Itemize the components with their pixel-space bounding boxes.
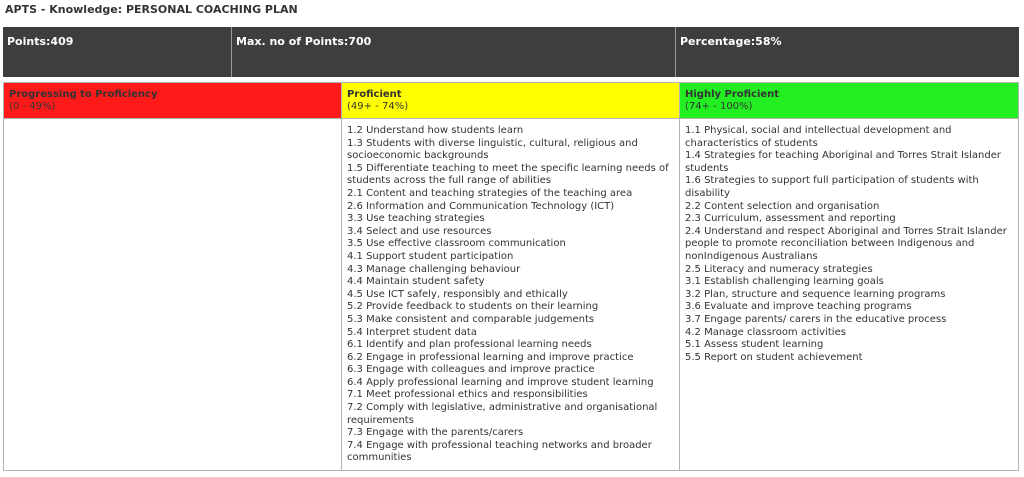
standard-item: 3.2 Plan, structure and sequence learning programs — [685, 288, 946, 300]
standard-item: 5.2 Provide feedback to students on their learning — [347, 301, 599, 313]
standard-item: 2.1 Content and teaching strategies of the teaching area — [347, 187, 633, 199]
highly-proficient-items-column — [680, 119, 1018, 470]
standard-item: 7.2 Comply with legislative, administrative and organisational requirements — [347, 402, 658, 426]
standard-item: 1.4 Strategies for teaching Aboriginal and Torres Strait Islander students — [685, 150, 1001, 174]
standard-item: 3.3 Use teaching strategies — [347, 213, 485, 225]
proficiency-levels-table — [3, 82, 1019, 471]
level-header-highly-proficient — [680, 83, 1018, 119]
level-header-progressing — [4, 83, 342, 119]
standard-item: 2.3 Curriculum, assessment and reporting — [685, 213, 896, 225]
points-cell: Points:409 — [3, 27, 232, 77]
standard-item: 3.5 Use effective classroom communication — [347, 238, 566, 250]
standard-item: 6.4 Apply professional learning and improve student learning — [347, 376, 654, 388]
proficient-items-column — [342, 119, 680, 470]
level-range: (49+ - 74%) — [347, 101, 409, 112]
standard-item: 7.1 Meet professional ethics and responsibilities — [347, 389, 588, 401]
standard-item: 4.3 Manage challenging behaviour — [347, 263, 521, 275]
standard-item: 7.4 Engage with professional teaching networks and broader communities — [347, 439, 652, 464]
max-points-cell: Max. no of Points:700 — [232, 27, 676, 77]
standard-item: 1.6 Strategies to support full participation of students with disability — [685, 175, 979, 199]
standard-item: 2.4 Understand and respect Aboriginal and Torres Strait Islander people to promote reconciliation between Indigenous and nonIndigenous Australians — [685, 225, 1007, 262]
standard-item: 5.1 Assess student learning — [685, 339, 824, 351]
standard-item: 6.1 Identify and plan professional learning needs — [347, 339, 592, 351]
standard-item: 6.3 Engage with colleagues and improve practice — [347, 364, 595, 376]
page-title: APTS - Knowledge: PERSONAL COACHING PLAN — [5, 3, 298, 16]
standard-item: 4.1 Support student participation — [347, 250, 514, 262]
standard-item: 3.4 Select and use resources — [347, 225, 492, 237]
standard-item: 3.6 Evaluate and improve teaching programs — [685, 301, 912, 313]
level-header-proficient — [342, 83, 680, 119]
standard-item: 4.2 Manage classroom activities — [685, 326, 846, 338]
standard-item: 2.6 Information and Communication Technology (ICT) — [347, 200, 615, 212]
percentage-cell: Percentage:58% — [680, 35, 782, 48]
level-name: Progressing to Proficiency — [9, 89, 158, 100]
levels-header-row — [4, 83, 1018, 119]
progressing-items-column — [4, 119, 342, 470]
standard-item: 3.1 Establish challenging learning goals — [685, 276, 884, 288]
level-name: Highly Proficient — [685, 89, 780, 100]
standard-item: 2.5 Literacy and numeracy strategies — [685, 263, 873, 275]
standard-item: 5.5 Report on student achievement — [685, 351, 863, 363]
level-name: Proficient — [347, 89, 402, 100]
level-range: (0 - 49%) — [9, 101, 56, 112]
levels-body-row — [4, 119, 1018, 470]
standard-item: 1.2 Understand how students learn — [347, 125, 524, 136]
standard-item: 1.1 Physical, social and intellectual development and characteristics of students — [685, 125, 952, 149]
standard-item: 5.4 Interpret student data — [347, 326, 477, 338]
standard-item: 1.5 Differentiate teaching to meet the specific learning needs of students across the full range of abilities — [347, 162, 669, 187]
standard-item: 5.3 Make consistent and comparable judgements — [347, 313, 595, 325]
standard-item: 1.3 Students with diverse linguistic, cultural, religious and socioeconomic backgrounds — [347, 137, 638, 162]
score-summary-bar — [3, 27, 1019, 77]
standard-item: 4.4 Maintain student safety — [347, 276, 485, 288]
standard-item: 6.2 Engage in professional learning and improve practice — [347, 351, 634, 363]
standard-item: 3.7 Engage parents/ carers in the educative process — [685, 313, 947, 325]
standard-item: 4.5 Use ICT safely, responsibly and ethically — [347, 288, 568, 300]
level-range: (74+ - 100%) — [685, 101, 753, 112]
standard-item: 7.3 Engage with the parents/carers — [347, 427, 524, 439]
standard-item: 2.2 Content selection and organisation — [685, 200, 880, 212]
